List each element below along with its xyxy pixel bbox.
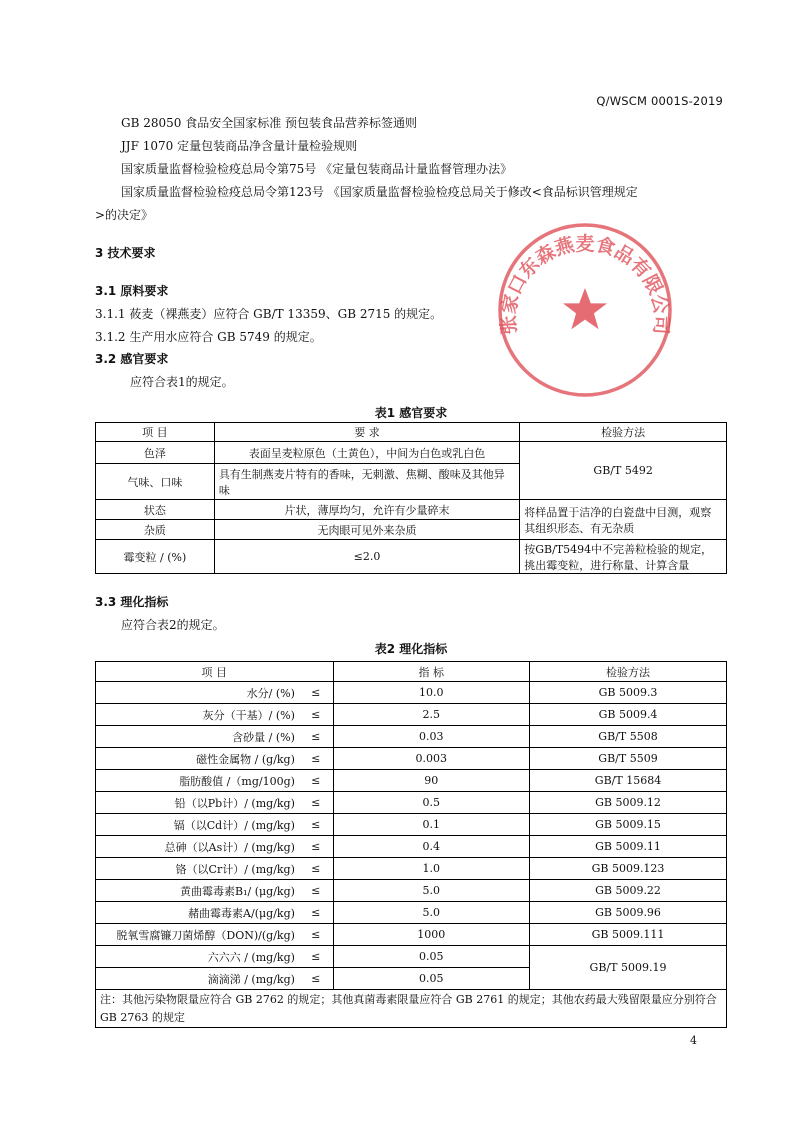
method-cell: 按GB/T5494中不完善粒检验的规定，挑出霉变粒，进行称量、计算含量 (520, 540, 727, 574)
comparison-symbol: ≤ (299, 836, 333, 858)
clause-3-1-2: 3.1.2 生产用水应符合 GB 5749 的规定。 (95, 330, 322, 344)
limit-cell: 5.0 (333, 902, 529, 924)
method-cell: GB/T 5009.19 (530, 946, 727, 990)
limit-cell: 5.0 (333, 880, 529, 902)
column-header: 项 目 (96, 662, 334, 682)
item-cell: 磁性金属物 / (g/kg) (96, 748, 299, 770)
column-header: 检验方法 (530, 662, 727, 682)
comparison-symbol: ≤ (299, 880, 333, 902)
table-row (96, 902, 727, 924)
method-cell: GB 5009.111 (530, 924, 727, 946)
requirement-cell: ≤2.0 (214, 540, 519, 574)
comparison-symbol: ≤ (299, 902, 333, 924)
method-cell: GB/T 5508 (530, 726, 727, 748)
table-row (96, 770, 727, 792)
limit-cell: 0.4 (333, 836, 529, 858)
item-cell: 霉变粒 / (%) (96, 540, 215, 574)
requirement-cell: 具有生制燕麦片特有的香味，无刺激、焦糊、酸味及其他异味 (214, 464, 519, 500)
limit-cell: 1000 (333, 924, 529, 946)
table-header-row (96, 662, 727, 682)
table-row (96, 792, 727, 814)
reference-line: JJF 1070 定量包装商品净含量计量检验规则 (121, 139, 358, 153)
requirement-cell: 表面呈麦粒原色（土黄色），中间为白色或乳白色 (214, 442, 519, 464)
item-cell: 总砷（以As计）/ (mg/kg) (96, 836, 299, 858)
table-2-caption: 表2 理化指标 (374, 642, 448, 656)
table-header-row (96, 423, 727, 442)
table-note: 注：其他污染物限量应符合 GB 2762 的规定；其他真菌毒素限量应符合 GB 2761 的规定；其他农药最大残留限量应分别符合 GB 2763 的规定 (96, 990, 727, 1028)
document-code: Q/WSCM 0001S-2019 (596, 94, 723, 108)
comparison-symbol: ≤ (299, 968, 333, 990)
item-cell: 灰分（干基）/ (%) (96, 704, 299, 726)
item-cell: 水分/ (%) (96, 682, 299, 704)
item-cell: 杂质 (96, 520, 215, 540)
section-3-1-heading: 3.1 原料要求 (95, 284, 169, 298)
table-row (96, 748, 727, 770)
item-cell: 铅（以Pb计）/ (mg/kg) (96, 792, 299, 814)
item-cell: 状态 (96, 500, 215, 520)
table-row (96, 500, 727, 520)
table-row (96, 442, 727, 464)
table-row (96, 924, 727, 946)
reference-line: 国家质量监督检验检疫总局令第123号 《国家质量监督检验检疫总局关于修改<食品标识管理规定 (121, 185, 638, 199)
reference-line: >的决定》 (95, 208, 154, 222)
seal-star (563, 288, 607, 329)
item-cell: 赭曲霉毒素A/(μg/kg) (96, 902, 299, 924)
comparison-symbol: ≤ (299, 748, 333, 770)
requirement-cell: 无肉眼可见外来杂质 (214, 520, 519, 540)
physicochemical-table (95, 661, 727, 1028)
reference-line: 国家质量监督检验检疫总局令第75号 《定量包装商品计量监督管理办法》 (121, 162, 513, 176)
sensory-requirements-table (95, 422, 727, 574)
method-cell: GB 5009.96 (530, 902, 727, 924)
table-row (96, 726, 727, 748)
method-cell: GB 5009.12 (530, 792, 727, 814)
section-3-3-heading: 3.3 理化指标 (95, 595, 169, 609)
method-cell: GB 5009.22 (530, 880, 727, 902)
comparison-symbol: ≤ (299, 726, 333, 748)
table-row (96, 946, 727, 968)
reference-line: GB 28050 食品安全国家标准 预包装食品营养标签通则 (121, 116, 418, 130)
method-cell: 将样品置于洁净的白瓷盘中目测，观察其组织形态、有无杂质 (520, 500, 727, 540)
method-cell: GB 5009.15 (530, 814, 727, 836)
item-cell: 脂肪酸值 /（mg/100g) (96, 770, 299, 792)
section-3-2-text: 应符合表1的规定。 (130, 375, 234, 389)
item-cell: 铬（以Cr计）/ (mg/kg) (96, 858, 299, 880)
comparison-symbol: ≤ (299, 946, 333, 968)
limit-cell: 10.0 (333, 682, 529, 704)
table-row (96, 704, 727, 726)
comparison-symbol: ≤ (299, 704, 333, 726)
table-row (96, 858, 727, 880)
limit-cell: 0.03 (333, 726, 529, 748)
method-cell: GB 5009.11 (530, 836, 727, 858)
table-1-caption: 表1 感官要求 (374, 406, 448, 420)
table-row (96, 880, 727, 902)
limit-cell: 0.05 (333, 946, 529, 968)
method-cell: GB 5009.4 (530, 704, 727, 726)
item-cell: 色泽 (96, 442, 215, 464)
limit-cell: 1.0 (333, 858, 529, 880)
comparison-symbol: ≤ (299, 858, 333, 880)
page-number: 4 (690, 1034, 697, 1047)
limit-cell: 0.05 (333, 968, 529, 990)
limit-cell: 2.5 (333, 704, 529, 726)
table-row (96, 540, 727, 574)
item-cell: 滴滴涕 / (mg/kg) (96, 968, 299, 990)
table-note-row (96, 990, 727, 1028)
seal-text: 张家口东森燕麦食品有限公司 (497, 233, 673, 336)
limit-cell: 0.1 (333, 814, 529, 836)
method-cell: GB 5009.3 (530, 682, 727, 704)
item-cell: 黄曲霉毒素B₁/ (μg/kg) (96, 880, 299, 902)
column-header: 项 目 (96, 423, 215, 442)
comparison-symbol: ≤ (299, 770, 333, 792)
column-header: 要 求 (214, 423, 519, 442)
company-seal (497, 222, 673, 398)
column-header: 检验方法 (520, 423, 727, 442)
table-row (96, 814, 727, 836)
method-cell: GB/T 5492 (520, 442, 727, 500)
requirement-cell: 片状，薄厚均匀，允许有少量碎末 (214, 500, 519, 520)
section-3-3-text: 应符合表2的规定。 (121, 618, 225, 632)
comparison-symbol: ≤ (299, 924, 333, 946)
item-cell: 气味、口味 (96, 464, 215, 500)
column-header: 指 标 (333, 662, 529, 682)
comparison-symbol: ≤ (299, 814, 333, 836)
item-cell: 六六六 / (mg/kg) (96, 946, 299, 968)
method-cell: GB 5009.123 (530, 858, 727, 880)
clause-3-1-1: 3.1.1 莜麦（裸燕麦）应符合 GB/T 13359、GB 2715 的规定。 (95, 307, 443, 321)
limit-cell: 90 (333, 770, 529, 792)
item-cell: 含砂量 / (%) (96, 726, 299, 748)
method-cell: GB/T 5509 (530, 748, 727, 770)
table-row (96, 682, 727, 704)
item-cell: 镉（以Cd计）/ (mg/kg) (96, 814, 299, 836)
method-cell: GB/T 15684 (530, 770, 727, 792)
section-3-heading: 3 技术要求 (95, 246, 156, 260)
section-3-2-heading: 3.2 感官要求 (95, 352, 169, 366)
comparison-symbol: ≤ (299, 792, 333, 814)
item-cell: 脱氧雪腐镰刀菌烯醇（DON)/(g/kg) (96, 924, 299, 946)
table-row (96, 836, 727, 858)
limit-cell: 0.003 (333, 748, 529, 770)
limit-cell: 0.5 (333, 792, 529, 814)
comparison-symbol: ≤ (299, 682, 333, 704)
